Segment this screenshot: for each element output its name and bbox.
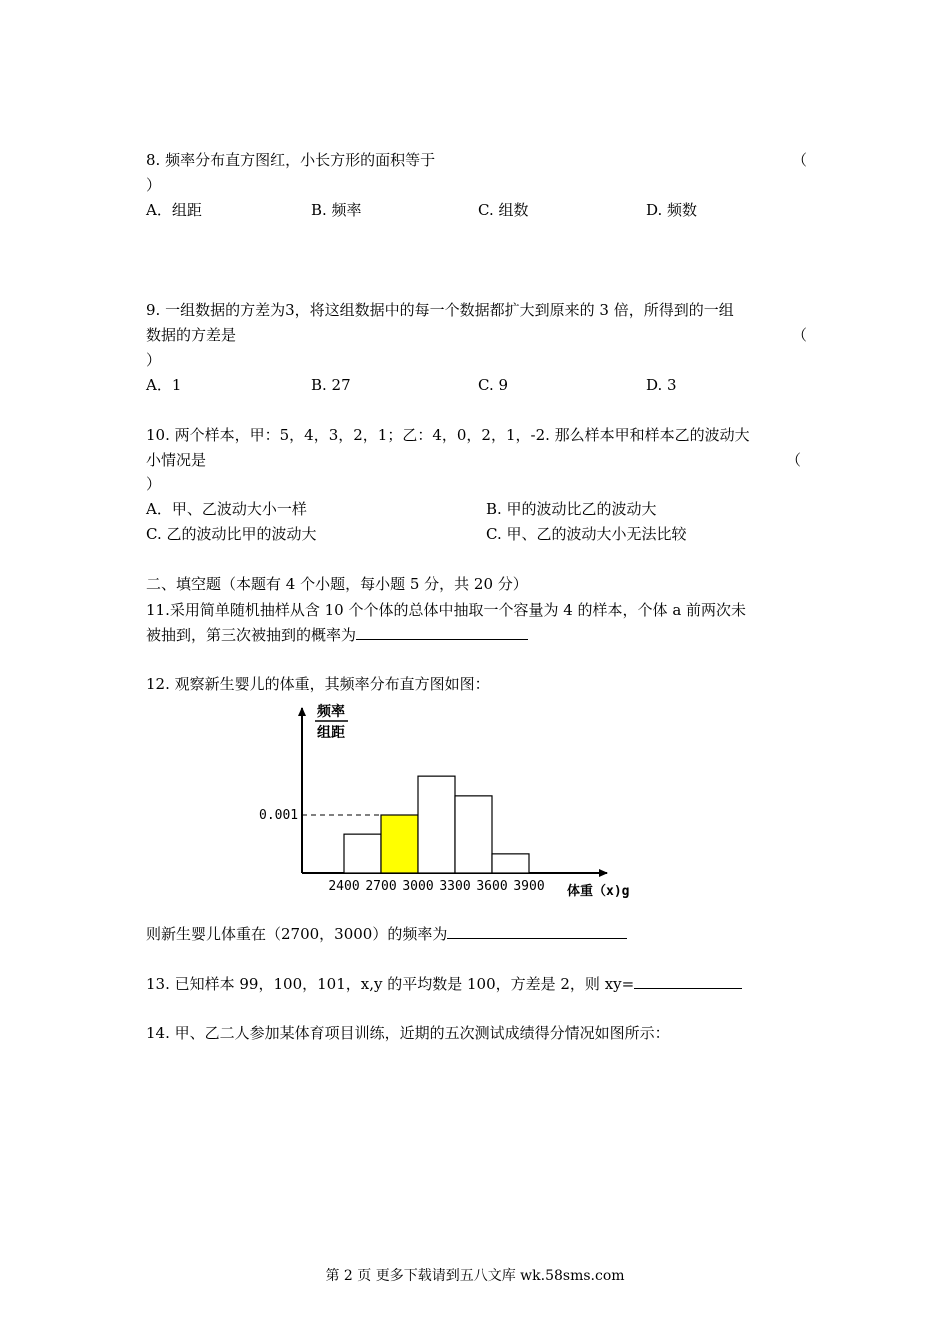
- q10-option-a: A．甲、乙波动大小一样: [146, 500, 307, 518]
- q12-answer-blank[interactable]: [447, 924, 627, 939]
- q8-stem: 8. 频率分布直方图红，小长方形的面积等于: [146, 151, 436, 169]
- q12-after-text: 则新生婴儿体重在（2700，3000）的频率为: [146, 925, 448, 943]
- q10-stem-line1: 10. 两个样本，甲：5，4，3，2，1；乙：4，0，2，1，-2. 那么样本甲和样本乙的波动大: [146, 426, 750, 444]
- q14-text: 14. 甲、乙二人参加某体育项目训练，近期的五次测试成绩得分情况如图所示：: [146, 1024, 670, 1042]
- x-tick-label: 3900: [513, 879, 545, 894]
- q11-line1: 11.采用简单随机抽样从含 10 个个体的总体中抽取一个容量为 4 的样本，个体 a 前两次未: [146, 601, 747, 619]
- x-tick-label: 2700: [365, 879, 397, 894]
- histogram-chart: [255, 698, 655, 904]
- y-label-denominator: 组距: [317, 725, 345, 741]
- q10-paren-open: （: [786, 451, 802, 469]
- q10-option-c: C. 乙的波动比甲的波动大: [146, 525, 317, 543]
- q8-option-b: B. 频率: [311, 201, 362, 219]
- x-tick-label: 3000: [402, 879, 434, 894]
- q9-option-d: D. 3: [646, 376, 677, 394]
- q11-line2: [146, 625, 528, 645]
- page-footer: 第 2 页 更多下载请到五八文库 wk.58sms.com: [325, 1268, 625, 1284]
- y-label-numerator: 频率: [317, 704, 345, 720]
- q9-paren-open: （: [792, 326, 808, 344]
- x-tick-label: 3600: [476, 879, 508, 894]
- x-tick-label: 2400: [328, 879, 360, 894]
- q9-option-a: A．1: [146, 376, 182, 394]
- q13-text: 13. 已知样本 99，100，101，x,y 的平均数是 100，方差是 2，则 xy=: [146, 975, 635, 993]
- q12-stem: 12. 观察新生婴儿的体重，其频率分布直方图如图：: [146, 675, 490, 693]
- q8-paren-open: （: [792, 151, 808, 169]
- q11-line2-text: 被抽到，第三次被抽到的概率为: [146, 626, 357, 644]
- q9-option-c: C. 9: [478, 376, 509, 394]
- x-axis-label: 体重（x)g: [567, 884, 630, 899]
- histogram-bar: [492, 854, 529, 873]
- q8-option-d: D. 频数: [646, 201, 698, 219]
- q10-option-b: B. 甲的波动比乙的波动大: [486, 500, 657, 518]
- histogram-bar: [418, 776, 455, 873]
- q9-stem-line2: 数据的方差是: [146, 326, 237, 344]
- q11-answer-blank[interactable]: [356, 625, 528, 640]
- section2-title: 二、填空题（本题有 4 个小题，每小题 5 分，共 20 分）: [146, 575, 528, 593]
- q10-paren-close: ）: [146, 475, 162, 493]
- x-tick-label: 3300: [439, 879, 471, 894]
- q9-stem-line1: 9. 一组数据的方差为3，将这组数据中的每一个数据都扩大到原来的 3 倍，所得到的一组: [146, 301, 734, 319]
- y-tick-label: 0.001: [259, 808, 299, 823]
- q8-option-c: C. 组数: [478, 201, 529, 219]
- q13: [146, 974, 742, 994]
- q8-option-a: A．组距: [146, 201, 202, 219]
- q9-paren-close: ）: [146, 351, 162, 369]
- q10-stem-line2: 小情况是: [146, 451, 207, 469]
- histogram-bar: [381, 815, 418, 873]
- histogram-bar: [344, 834, 381, 873]
- histogram-bar: [455, 796, 492, 873]
- q12-after: [146, 924, 627, 944]
- q10-option-d: C. 甲、乙的波动大小无法比较: [486, 525, 687, 543]
- q13-answer-blank[interactable]: [634, 974, 742, 989]
- q9-option-b: B. 27: [311, 376, 351, 394]
- q8-paren-close: ）: [146, 176, 162, 194]
